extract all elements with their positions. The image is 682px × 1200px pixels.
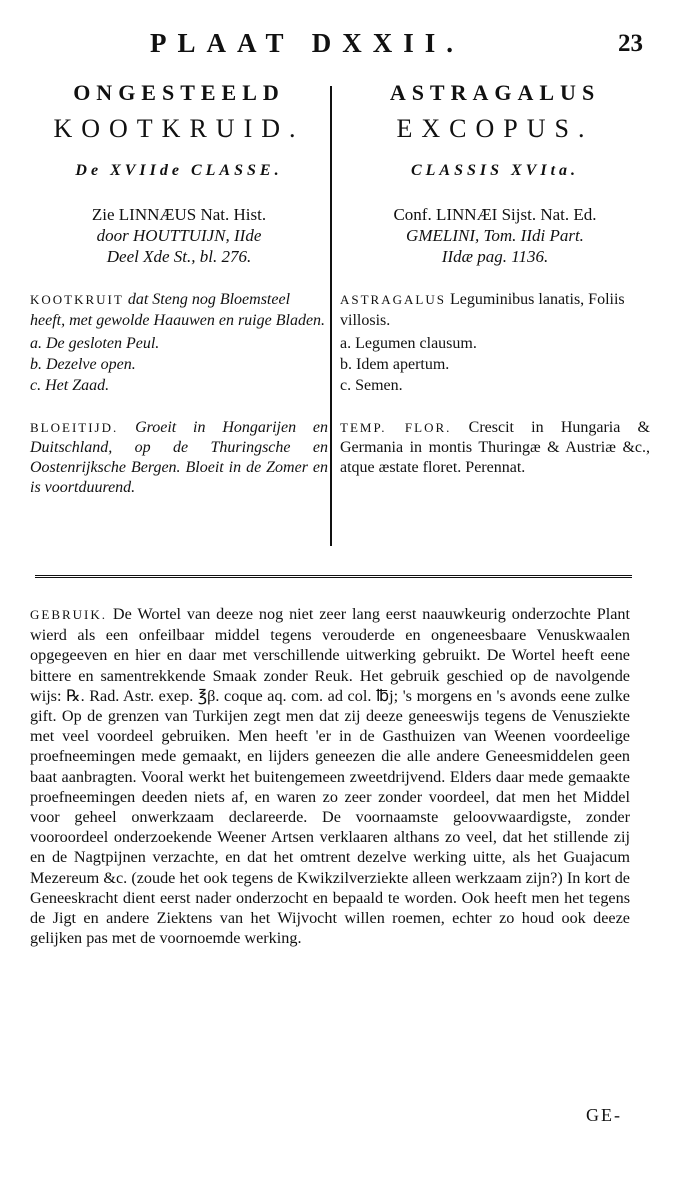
- usage-paragraph: [30, 604, 630, 948]
- dutch-name-line2: KOOTKRUID.: [53, 114, 305, 143]
- latin-ref-line1: Conf. LINNÆI Sijst. Nat. Ed.: [393, 205, 597, 224]
- latin-name-line2: EXCOPUS.: [396, 114, 594, 143]
- latin-reference: [340, 204, 650, 267]
- latin-name-line1: ASTRAGALUS: [389, 80, 601, 105]
- column-divider: [330, 86, 332, 546]
- list-item: a. Legumen clausum.: [340, 335, 477, 352]
- dutch-name-line1: ONGESTEELD: [73, 80, 285, 105]
- dutch-ref-line2: door HOUTTUIJN, IIde: [96, 226, 262, 245]
- latin-figure-list: [340, 333, 650, 396]
- dutch-desc-lead: KOOTKRUIT: [30, 292, 124, 307]
- dutch-flowering: [30, 418, 328, 498]
- dutch-ref-line1: Zie LINNÆUS Nat. Hist.: [91, 205, 267, 224]
- list-item: c. Het Zaad.: [30, 377, 110, 394]
- latin-column: [340, 82, 650, 478]
- dutch-description: [30, 289, 328, 331]
- list-item: a. De gesloten Peul.: [30, 335, 160, 352]
- list-item: c. Semen.: [340, 377, 403, 394]
- usage-text: De Wortel van deeze nog niet zeer lang eerst naauwkeurig onderzochte Plant wierd als een onfeilbaar middel tegens verouderde en ongeneesbaare Venuskwaalen opgegeeven en hier en daar met verschillende uitwerking gebruikt. De Wortel heeft eene bittere en samentrekkende Smaak zonder Reuk. Het gebruik geschied op de navolgende wijs: ℞. Rad. Astr. exep. ℥β. coque aq. com. ad col. ℔j; 's morgens en 's avonds eene zulke gift. Op de grenzen van Turkijen zegt men dat zij deeze geneeswijs tegens de Venusziekte met veel voordeel gebruiken. Men heeft 'er in de Gasthuizen van Weenen voordeelige proefneemingen mede gemaakt, en lijders geneezen die alle andere Geneesmiddelen geen baat aanbragten. Vooral werkt het buitengemeen zweetdrijvend. Elders daar mede gemaakte proefneemingen deeden niets af, en waren zo zeer zonder voordeel, dat men het Middel voor geheel onwerkzaam declareerde. De voornaamste geloovwaardigste, zonder vooroordeel onderzoekende Weener Artsen verklaaren althans zo veel, dat het stillende zij en de Nagtpijnen verzachte, en dat het omtrent dezelve werking uitte, als het Guajacum Mezereum &c. (zoude het ook tegens de Kwikzilverziekte alleen werkzaam zijn?) In kort de Geneeskracht dient eerst nader onderzocht en bepaald te worden. Ook heeft men het tegens de Jigt en andere Ziektens van het Wijvocht willen roemen, echter zo houd ook deeze gelijken pas met de voornoemde werking.: [30, 605, 630, 948]
- latin-desc-text: Leguminibus lanatis, Foliis villosis.: [340, 291, 625, 329]
- usage-lead: GEBRUIK.: [30, 607, 108, 622]
- latin-classis: CLASSIS XVIta.: [410, 162, 580, 179]
- latin-flor-text: Crescit in Hungaria & Germania in montis Thuringæ & Austriæ &c., atque æstate floret. Perennat.: [340, 419, 651, 476]
- latin-ref-line2: GMELINI, Tom. IIdi Part.: [406, 226, 584, 245]
- dutch-figure-list: [30, 333, 328, 396]
- plate-title: PLAAT DXXII.: [150, 28, 465, 58]
- dutch-desc-text: dat Steng nog Bloemsteel heeft, met gewolde Haauwen en ruige Bladen.: [30, 291, 326, 329]
- section-rule: [35, 575, 632, 578]
- catchword: GE-: [586, 1105, 622, 1125]
- dutch-ref-line3: Deel Xde St., bl. 276.: [106, 247, 252, 266]
- dutch-column: [30, 82, 328, 498]
- latin-flowering: [340, 418, 650, 478]
- latin-flor-lead: TEMP. FLOR.: [340, 420, 452, 435]
- latin-ref-line3: IIdæ pag. 1136.: [441, 247, 549, 266]
- dutch-reference: [30, 204, 328, 267]
- latin-desc-lead: ASTRAGALUS: [340, 292, 446, 307]
- latin-description: [340, 289, 650, 331]
- page-number: 23: [618, 30, 643, 57]
- dutch-flor-text: Groeit in Hongarijen en Duitschland, op de Thuringsche en Oostenrijksche Bergen. Bloeit in de Zomer en is voortduurend.: [30, 419, 328, 496]
- dutch-classis: De XVIIde CLASSE.: [75, 162, 283, 179]
- list-item: b. Dezelve open.: [30, 356, 136, 373]
- dutch-flor-lead: BLOEITIJD.: [30, 420, 119, 435]
- list-item: b. Idem apertum.: [340, 356, 450, 373]
